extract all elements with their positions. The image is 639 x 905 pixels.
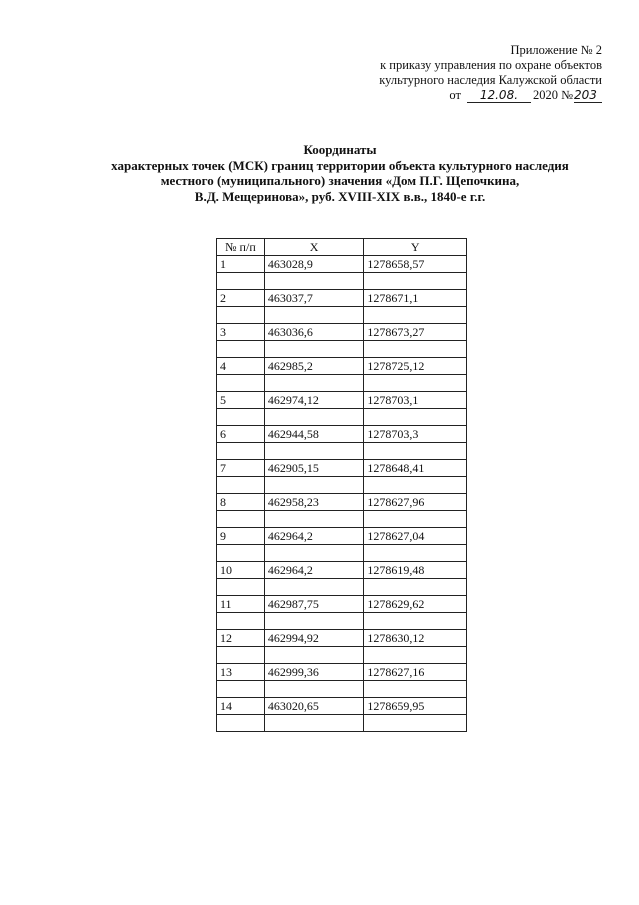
table-row — [217, 630, 467, 647]
appendix-label: Приложение № 2 — [510, 43, 602, 57]
empty-cell — [364, 409, 467, 426]
empty-cell — [364, 477, 467, 494]
table-spacer-row — [217, 477, 467, 494]
point-number-cell: 11 — [217, 596, 265, 613]
empty-cell — [217, 477, 265, 494]
y-coordinate-cell: 1278725,12 — [364, 358, 467, 375]
title-line-3: местного (муниципального) значения «Дом П.Г. Щепочкина, — [160, 173, 520, 188]
handwritten-date: 12.08. — [467, 89, 531, 103]
y-coordinate-cell: 1278673,27 — [364, 324, 467, 341]
table-row — [217, 596, 467, 613]
table-spacer-row — [217, 647, 467, 664]
x-coordinate-cell: 462964,2 — [264, 528, 364, 545]
y-coordinate-cell: 1278619,48 — [364, 562, 467, 579]
empty-cell — [217, 647, 265, 664]
date-prefix: от — [449, 88, 461, 102]
order-date-line — [302, 88, 602, 103]
table-spacer-row — [217, 613, 467, 630]
y-coordinate-cell: 1278659,95 — [364, 698, 467, 715]
y-coordinate-cell: 1278648,41 — [364, 460, 467, 477]
empty-cell — [364, 681, 467, 698]
empty-cell — [217, 341, 265, 358]
point-number-cell: 10 — [217, 562, 265, 579]
empty-cell — [217, 443, 265, 460]
x-coordinate-cell: 462944,58 — [264, 426, 364, 443]
table-spacer-row — [217, 545, 467, 562]
appendix-header — [302, 43, 602, 103]
y-coordinate-cell: 1278658,57 — [364, 256, 467, 273]
empty-cell — [217, 579, 265, 596]
empty-cell — [364, 443, 467, 460]
empty-cell — [364, 511, 467, 528]
column-header-number: № п/п — [217, 239, 265, 256]
point-number-cell: 13 — [217, 664, 265, 681]
authority-name: культурного наследия Калужской области — [379, 73, 602, 87]
empty-cell — [364, 273, 467, 290]
table-row — [217, 324, 467, 341]
empty-cell — [264, 375, 364, 392]
table-row — [217, 664, 467, 681]
x-coordinate-cell: 462987,75 — [264, 596, 364, 613]
table-row — [217, 358, 467, 375]
empty-cell — [264, 579, 364, 596]
empty-cell — [217, 511, 265, 528]
empty-cell — [364, 341, 467, 358]
empty-cell — [264, 273, 364, 290]
handwritten-order-number: 203 — [574, 89, 602, 103]
empty-cell — [217, 409, 265, 426]
empty-cell — [364, 647, 467, 664]
table-spacer-row — [217, 443, 467, 460]
table-spacer-row — [217, 681, 467, 698]
point-number-cell: 5 — [217, 392, 265, 409]
empty-cell — [364, 579, 467, 596]
empty-cell — [217, 307, 265, 324]
empty-cell — [217, 613, 265, 630]
table-spacer-row — [217, 341, 467, 358]
y-coordinate-cell: 1278630,12 — [364, 630, 467, 647]
year-text: 2020 № — [532, 88, 573, 102]
column-header-y: Y — [364, 239, 467, 256]
empty-cell — [264, 477, 364, 494]
table-spacer-row — [217, 307, 467, 324]
empty-cell — [264, 341, 364, 358]
y-coordinate-cell: 1278627,16 — [364, 664, 467, 681]
order-reference: к приказу управления по охране объектов — [380, 58, 602, 72]
point-number-cell: 6 — [217, 426, 265, 443]
table-spacer-row — [217, 409, 467, 426]
table-body — [217, 256, 467, 732]
point-number-cell: 3 — [217, 324, 265, 341]
x-coordinate-cell: 463036,6 — [264, 324, 364, 341]
x-coordinate-cell: 463028,9 — [264, 256, 364, 273]
table-spacer-row — [217, 375, 467, 392]
empty-cell — [264, 613, 364, 630]
title-line-4: В.Д. Мещеринова», руб. XVIII-XIX в.в., 1840-е г.г. — [194, 188, 486, 204]
empty-cell — [364, 307, 467, 324]
empty-cell — [264, 715, 364, 732]
table-row — [217, 698, 467, 715]
table-spacer-row — [217, 273, 467, 290]
point-number-cell: 14 — [217, 698, 265, 715]
table-row — [217, 290, 467, 307]
x-coordinate-cell: 463020,65 — [264, 698, 364, 715]
y-coordinate-cell: 1278627,04 — [364, 528, 467, 545]
table-spacer-row — [217, 579, 467, 596]
empty-cell — [217, 375, 265, 392]
x-coordinate-cell: 463037,7 — [264, 290, 364, 307]
table-row — [217, 460, 467, 477]
table-row — [217, 426, 467, 443]
column-header-x: X — [264, 239, 364, 256]
empty-cell — [364, 715, 467, 732]
empty-cell — [264, 681, 364, 698]
table-header-row — [217, 239, 467, 256]
x-coordinate-cell: 462994,92 — [264, 630, 364, 647]
table-row — [217, 256, 467, 273]
empty-cell — [217, 273, 265, 290]
y-coordinate-cell: 1278627,96 — [364, 494, 467, 511]
empty-cell — [217, 715, 265, 732]
empty-cell — [264, 545, 364, 562]
x-coordinate-cell: 462958,23 — [264, 494, 364, 511]
point-number-cell: 1 — [217, 256, 265, 273]
empty-cell — [264, 647, 364, 664]
empty-cell — [264, 307, 364, 324]
empty-cell — [264, 511, 364, 528]
y-coordinate-cell: 1278703,3 — [364, 426, 467, 443]
point-number-cell: 12 — [217, 630, 265, 647]
x-coordinate-cell: 462985,2 — [264, 358, 364, 375]
empty-cell — [364, 613, 467, 630]
empty-cell — [264, 443, 364, 460]
coordinates-table — [216, 238, 467, 732]
empty-cell — [364, 545, 467, 562]
table-row — [217, 528, 467, 545]
point-number-cell: 2 — [217, 290, 265, 307]
empty-cell — [217, 545, 265, 562]
title-line-1: Координаты — [303, 142, 377, 157]
table-row — [217, 494, 467, 511]
empty-cell — [264, 409, 364, 426]
point-number-cell: 4 — [217, 358, 265, 375]
y-coordinate-cell: 1278703,1 — [364, 392, 467, 409]
document-title — [80, 142, 600, 204]
x-coordinate-cell: 462974,12 — [264, 392, 364, 409]
empty-cell — [217, 681, 265, 698]
table-spacer-row — [217, 715, 467, 732]
x-coordinate-cell: 462905,15 — [264, 460, 364, 477]
point-number-cell: 9 — [217, 528, 265, 545]
y-coordinate-cell: 1278671,1 — [364, 290, 467, 307]
y-coordinate-cell: 1278629,62 — [364, 596, 467, 613]
table-row — [217, 562, 467, 579]
table-spacer-row — [217, 511, 467, 528]
x-coordinate-cell: 462999,36 — [264, 664, 364, 681]
empty-cell — [364, 375, 467, 392]
title-line-2: характерных точек (МСК) границ территории объекта культурного наследия — [111, 157, 569, 173]
x-coordinate-cell: 462964,2 — [264, 562, 364, 579]
table-row — [217, 392, 467, 409]
point-number-cell: 7 — [217, 460, 265, 477]
point-number-cell: 8 — [217, 494, 265, 511]
